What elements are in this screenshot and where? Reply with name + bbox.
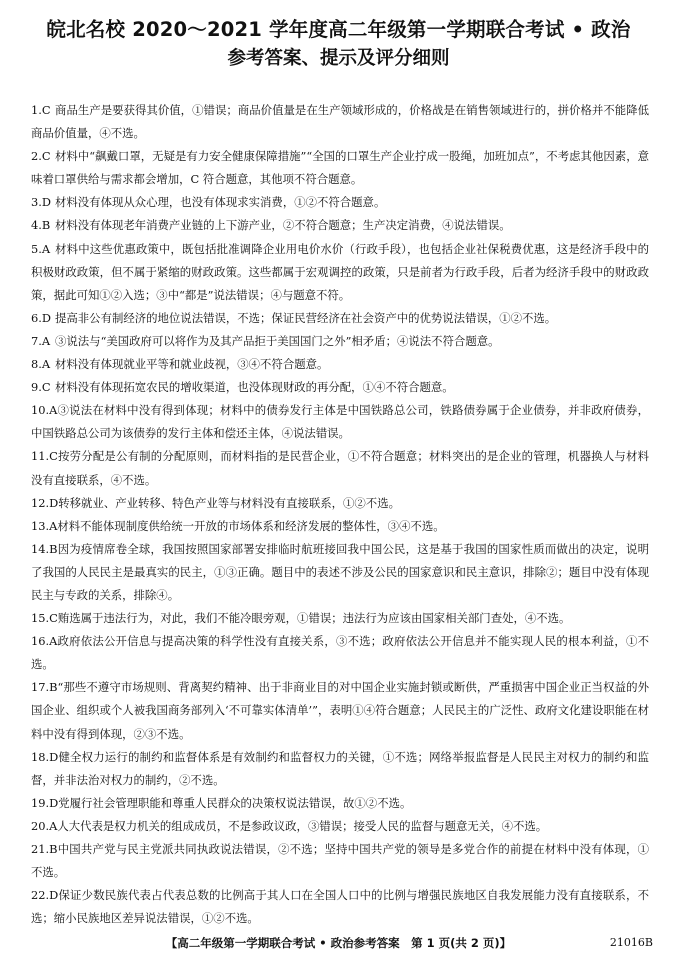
answer-number: 5.A [31,241,51,256]
answer-explanation: 材料没有体现老年消费产业链的上下游产业，②不符合题意；生产决定消费，④说法错误。 [55,218,511,233]
answer-list [31,99,649,930]
answer-number: 4.B [31,218,51,233]
answer-item [31,630,649,676]
answer-explanation: 提高非公有制经济的地位说法错误，不选；保证民营经济在社会资产中的优势说法错误，①②不选。 [55,310,557,325]
answer-number: 13.A [31,518,58,533]
answer-explanation: 党履行社会管理职能和尊重人民群众的决策权说法错误，故①②不选。 [58,795,412,810]
answer-explanation: 材料中这些优惠政策中，既包括批准调降企业用电价水价（行政手段），也包括企业社保税费优惠，这是经济手段中的积极财政政策，但不属于紧缩的财政政策。这些都属于宏观调控的政策，只是前者为行政手段，后者为经济手段中的财政政策，据此可知①②入选；③中“都是”说法错误；④与题意不符。 [31,241,649,302]
answer-explanation: 人大代表是权力机关的组成成员，不是参政议政，③错误；接受人民的监督与题意无关，④不选。 [57,818,548,833]
answer-item [31,607,649,630]
answer-number: 10.A [31,403,58,418]
answer-explanation: “那些不遵守市场规则、背离契约精神、出于非商业目的对中国企业实施封锁或断供，严重损害中国企业正当权益的外国企业、组织或个人被我国商务部列入‘不可靠实体清单’”，表明①④符合题意；人民民主的广泛性、政府文化建设职能在材料中没有得到体现，②③不选。 [31,680,649,741]
answer-number: 20.A [31,818,58,833]
answer-number: 15.C [31,611,58,626]
answer-number: 16.A [31,634,58,649]
answer-item [31,145,649,191]
answer-explanation: 健全权力运行的制约和监督体系是有效制约和监督权力的关键，①不选；网络举报监督是人民民主对权力的制约和监督，并非法治对权力的制约，②不选。 [31,749,649,787]
answer-number: 14.B [31,541,58,556]
page-title: 皖北名校 2020～2021 学年度高二年级第一学期联合考试 • 政治 [46,18,631,41]
answer-explanation: 材料没有体现从众心理，也没有体现求实消费，①②不符合题意。 [55,195,386,210]
answer-item [31,99,649,145]
answer-item [31,214,649,237]
answer-item [31,676,649,745]
answer-item [31,399,649,445]
answer-number: 2.C [31,149,51,164]
answer-item [31,330,649,353]
answer-number: 12.D [31,495,59,510]
answer-item [31,538,649,607]
answer-explanation: 保证少数民族代表占代表总数的比例高于其人口在全国人口中的比例与增强民族地区自我发展能力没有直接联系，不选；缩小民族地区差异说法错误，①②不选。 [31,888,649,926]
answer-explanation: 材料没有体现拓宽农民的增收渠道，也没体现财政的再分配，①④不符合题意。 [55,380,454,395]
answer-item [31,353,649,376]
page-subtitle: 参考答案、提示及评分细则 [227,48,450,69]
answer-explanation: 材料没有体现就业平等和就业歧视，③④不符合题意。 [55,357,329,372]
answer-number: 1.C [31,103,51,117]
answer-number: 6.D [31,310,52,325]
answer-explanation: 商品生产是要获得其价值，①错误；商品价值量是在生产领域形成的，价格战是在销售领域进行的，拼价格并不能降低商品价值量，④不选。 [31,103,649,141]
answer-item [31,445,649,491]
answer-explanation: 转移就业、产业转移、特色产业等与材料没有直接联系，①②不选。 [58,495,400,510]
answer-item [31,792,649,815]
answer-number: 8.A [31,357,51,372]
answer-item [31,376,649,399]
answer-number: 7.A [31,333,51,348]
answer-item [31,191,649,214]
answer-number: 3.D [31,195,52,210]
answer-explanation: 中国共产党与民主党派共同执政说法错误，②不选；坚持中国共产党的领导是多党合作的前提在材料中没有体现，①不选。 [31,842,649,880]
answer-item [31,815,649,838]
answer-item [31,746,649,792]
answer-number: 17.B [31,680,58,695]
answer-number: 21.B [31,842,58,856]
answer-explanation: 政府依法公开信息与提高决策的科学性没有直接关系，③不选；政府依法公开信息并不能实现人民的根本利益，①不选。 [31,634,649,672]
answer-item [31,307,649,330]
page-footer: 【高二年级第一学期联合考试 • 政治参考答案 第 1 页(共 2 页)】 [165,936,512,950]
answer-explanation: 贿选属于违法行为，对此，我们不能冷眼旁观，①错误；违法行为应该由国家相关部门查处，④不选。 [57,611,571,626]
answer-explanation: ③说法与“美国政府可以将作为及其产品拒于美国国门之外”相矛盾；④说法不符合题意。 [55,333,500,348]
answer-item [31,884,649,930]
answer-item [31,838,649,884]
answer-number: 18.D [31,749,59,764]
answer-explanation: 材料中“飙戴口罩，无疑是有力安全健康保障措施”“全国的口罩生产企业拧成一股绳，加班加点”，不考虑其他因素，意味着口罩供给与需求都会增加，C 符合题意，其他项不符合题意。 [31,149,649,187]
answer-explanation: 材料不能体现制度供给统一开放的市场体系和经济发展的整体性，③④不选。 [57,518,445,533]
answer-item [31,492,649,515]
answer-number: 22.D [31,888,59,903]
answer-explanation: 按劳分配是公有制的分配原则，而材料指的是民营企业，①不符合题意；材料突出的是企业的管理，机器换人与材料没有直接联系，④不选。 [31,449,649,487]
answer-number: 19.D [31,795,59,810]
answer-item [31,515,649,538]
answer-number: 11.C [31,449,58,464]
answer-explanation: 因为疫情席卷全球，我国按照国家部署安排临时航班接回我中国公民，这是基于我国的国家性质而做出的决定，说明了我国的人民民主是最真实的民主，①③正确。题目中的表述不涉及公民的国家意识和民主意识，排除②；题目中没有体现民主与专政的关系，排除④。 [31,541,649,602]
exam-code: 21016B [609,936,653,949]
answer-number: 9.C [31,380,51,395]
answer-item [31,238,649,307]
answer-explanation: ③说法在材料中没有得到体现；材料中的债券发行主体是中国铁路总公司，铁路债券属于企业债券，并非政府债券，中国铁路总公司为该债券的发行主体和偿还主体，④说法错误。 [31,403,649,441]
